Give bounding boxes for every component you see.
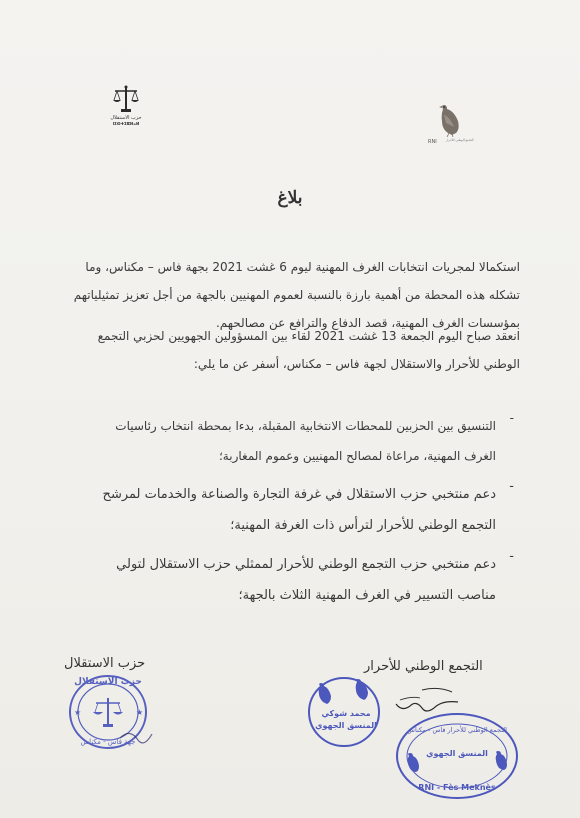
list-item [58,549,520,611]
rni-logo [420,103,476,151]
coordinator-name: محمد شوكي [321,709,371,718]
bullet-dash: - [509,411,514,425]
rni-stamp-bottom: RNI - Fès Meknès [418,783,496,792]
scales-icon [111,84,141,114]
istiqlal-stamp-top: حزب الاستقلال [74,677,142,687]
scales-icon [93,698,123,727]
coordinator-role: المنسق الجهوي [315,721,377,730]
rni-signature-label: التجمع الوطني للأحرار [364,659,483,674]
dove-icon [319,683,331,704]
istiqlal-stamp-bottom: جهة فاس - مكناس [80,738,136,746]
list-item [58,479,520,541]
resolutions-list [58,411,520,619]
paragraph-meeting [60,322,520,378]
bullet-dash: - [509,549,514,564]
star-icon: ★ [74,708,82,717]
rni-stamp-role: المنسق الجهوي [426,749,488,758]
document-title: بلاغ [277,188,303,208]
istiqlal-logo-latin: ⵏⵉⵙⵜⵉⵇⵍⴰⵍ [112,121,140,126]
istiqlal-signature-label: حزب الاستقلال [64,656,146,671]
paragraph-line: تشكله هذه المحطة من أهمية بارزة بالنسبة لعموم المهنيين بالجهة من أجل تعزيز تمثيلياتهم [73,288,520,302]
paragraph-line: انعقد صباح اليوم الجمعة 13 غشت 2021 لقاء بين المسؤولين الجهويين لحزبي التجمع [97,329,520,343]
list-item-line: التجمع الوطني للأحرار لترأس ذات الغرفة المهنية؛ [230,518,496,533]
dove-icon [434,103,464,137]
list-item-line: دعم منتخبي حزب الاستقلال في غرفة التجارة والصناعة والخدمات لمرشح [102,487,496,502]
istiqlal-logo [106,84,146,140]
rni-stamp-top: التجمع الوطني للأحرار فاس - مكناس [407,726,507,734]
paragraph-line: الوطني للأحرار والاستقلال لجهة فاس – مكناس، أسفر عن ما يلي: [193,357,520,371]
rni-logo-text: RNI [428,139,437,145]
list-item-line: التنسيق بين الحزبين للمحطات الانتخابية المقبلة، بدءا بمحطة انتخاب رئاسيات [115,419,496,433]
paragraph-line: بمؤسسات الغرف المهنية، قصد الدفاع والترافع عن مصالحهم. [215,316,520,330]
star-icon: ★ [136,708,144,717]
list-item-line: مناصب التسيير في الغرف المهنية الثلاث بالجهة؛ [238,588,496,603]
rni-logo-subtext: التجمع الوطني للأحرار [446,138,474,142]
coordinator-stamp [304,672,384,752]
list-item [58,411,520,471]
dove-icon [408,753,419,772]
dove-icon [496,751,507,770]
paragraph-line: استكمالا لمجريات انتخابات الغرف المهنية ليوم 6 غشت 2021 بجهة فاس – مكناس، وما [85,260,520,274]
istiqlal-stamp [60,668,170,758]
istiqlal-logo-text: حزب الاستقلال [110,115,142,121]
bullet-dash: - [509,479,514,494]
list-item-line: الغرف المهنية، مراعاة لمصالح المهنيين وعموم المغاربة؛ [218,449,496,463]
rni-regional-stamp [393,710,523,806]
list-item-line: دعم منتخبي حزب التجمع الوطني للأحرار لممثلي حزب الاستقلال لتولي [116,557,496,572]
